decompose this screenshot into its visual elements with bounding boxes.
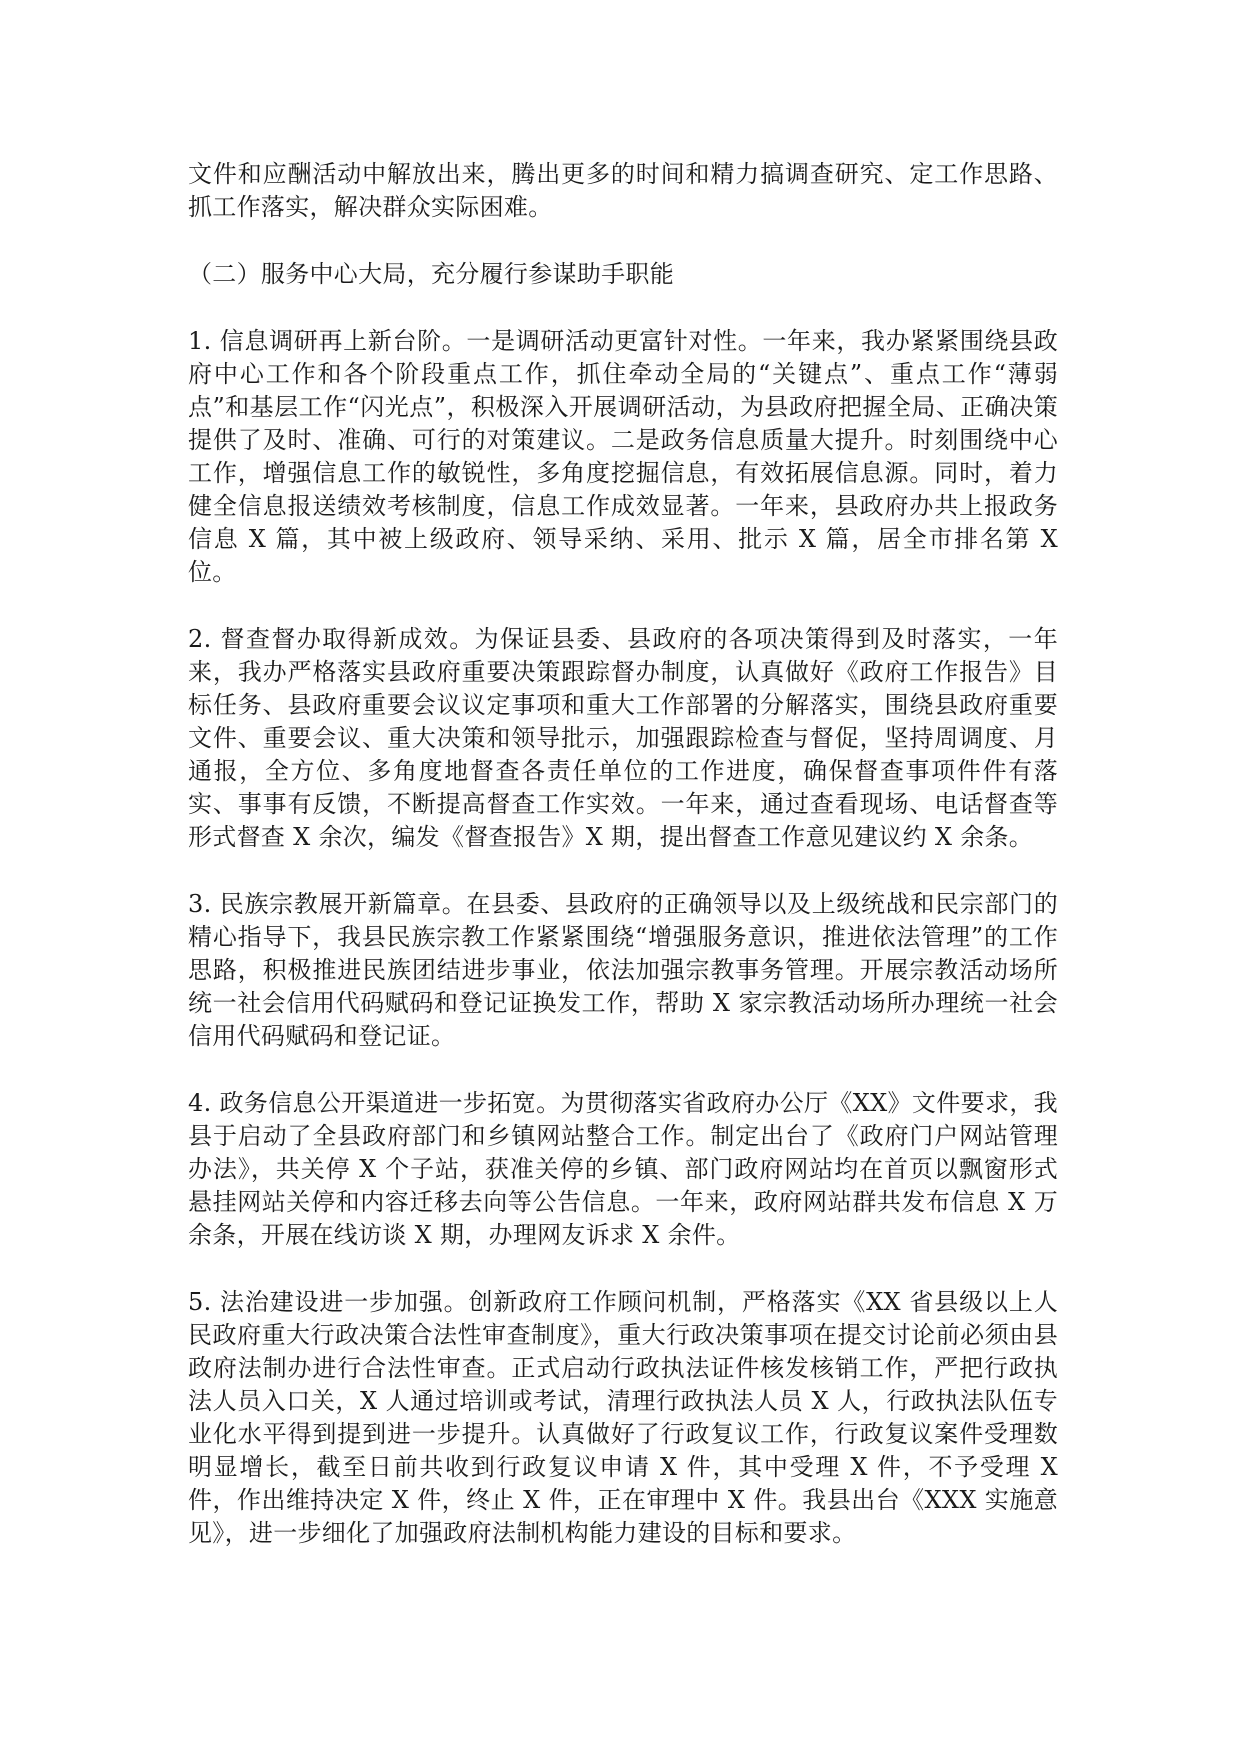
section-heading: （二）服务中心大局，充分履行参谋助手职能 <box>188 260 674 288</box>
paragraph-item-1: 1. 信息调研再上新台阶。一是调研活动更富针对性。一年来，我办紧紧围绕县政府中心工作和各个阶段重点工作，抓住牵动全局的“关键点”、重点工作“薄弱点”和基层工作“闪光点”，积极深入开展调研活动，为县政府把握全局、正确决策提供了及时、准确、可行的对策建议。二是政务信息质量大提升。时刻围绕中心工作，增强信息工作的敏锐性，多角度挖掘信息，有效拓展信息源。同时，着力健全信息报送绩效考核制度，信息工作成效显著。一年来，县政府办共上报政务信息 X 篇，其中被上级政府、领导采纳、采用、批示 X 篇，居全市排名第 X 位。 <box>188 327 1058 586</box>
paragraph-item-3: 3. 民族宗教展开新篇章。在县委、县政府的正确领导以及上级统战和民宗部门的精心指导下，我县民族宗教工作紧紧围绕“增强服务意识，推进依法管理”的工作思路，积极推进民族团结进步事业，依法加强宗教事务管理。开展宗教活动场所统一社会信用代码赋码和登记证换发工作，帮助 X 家宗教活动场所办理统一社会信用代码赋码和登记证。 <box>188 890 1058 1050</box>
paragraph-item-5: 5. 法治建设进一步加强。创新政府工作顾问机制，严格落实《XX 省县级以上人民政府重大行政决策合法性审查制度》，重大行政决策事项在提交讨论前必须由县政府法制办进行合法性审查。正式启动行政执法证件核发核销工作，严把行政执法人员入口关，X 人通过培训或考试，清理行政执法人员 X 人，行政执法队伍专业化水平得到提到进一步提升。认真做好了行政复议工作，行政复议案件受理数明显增长，截至日前共收到行政复议申请 X 件，其中受理 X 件，不予受理 X 件，作出维持决定 X 件，终止 X 件，正在审理中 X 件。我县出台《XXX 实施意见》，进一步细化了加强政府法制机构能力建设的目标和要求。 <box>188 1288 1058 1547</box>
paragraph-item-2: 2. 督查督办取得新成效。为保证县委、县政府的各项决策得到及时落实，一年来，我办严格落实县政府重要决策跟踪督办制度，认真做好《政府工作报告》目标任务、县政府重要会议议定事项和重大工作部署的分解落实，围绕县政府重要文件、重要会议、重大决策和领导批示，加强跟踪检查与督促，坚持周调度、月通报，全方位、多角度地督查各责任单位的工作进度，确保督查事项件件有落实、事事有反馈，不断提高督查工作实效。一年来，通过查看现场、电话督查等形式督查 X 余次，编发《督查报告》X 期，提出督查工作意见建议约 X 余条。 <box>188 625 1058 851</box>
paragraph-item-4: 4. 政务信息公开渠道进一步拓宽。为贯彻落实省政府办公厅《XX》文件要求，我县于启动了全县政府部门和乡镇网站整合工作。制定出台了《政府门户网站管理办法》，共关停 X 个子站，获准关停的乡镇、部门政府网站均在首页以飘窗形式悬挂网站关停和内容迁移去向等公告信息。一年来，政府网站群共发布信息 X 万余条，开展在线访谈 X 期，办理网友诉求 X 余件。 <box>188 1089 1058 1249</box>
paragraph-continuation: 文件和应酬活动中解放出来，腾出更多的时间和精力搞调查研究、定工作思路、抓工作落实，解决群众实际困难。 <box>188 160 1058 221</box>
document-page <box>188 158 1058 1584</box>
